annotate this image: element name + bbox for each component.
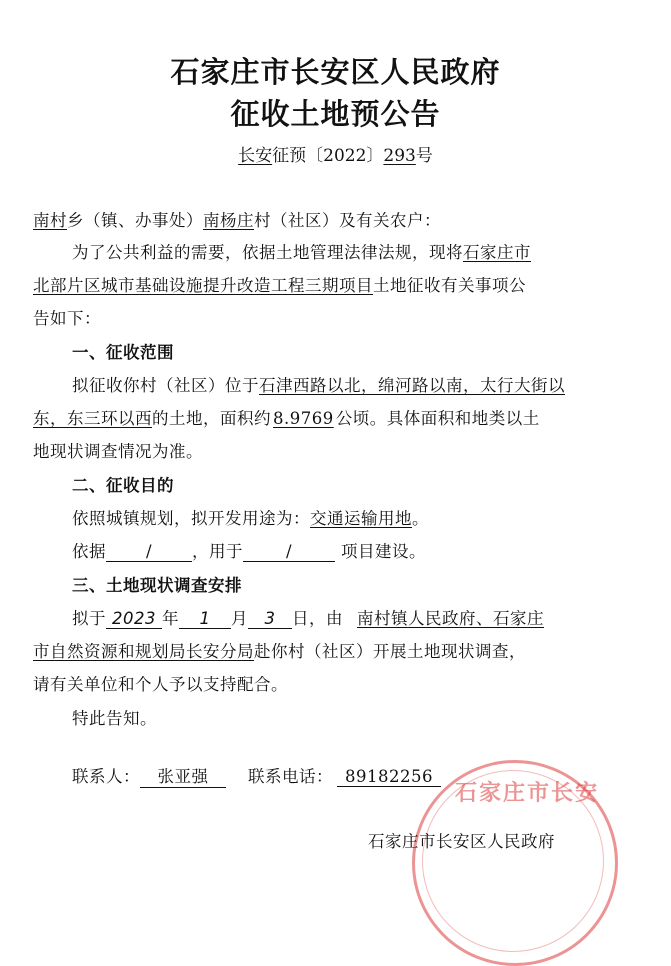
- intro-project: 北部片区城市基础设施提升改造工程三期项目: [33, 276, 373, 295]
- village: 南杨庄: [203, 211, 254, 230]
- s3-text-1a: 拟于: [72, 609, 106, 628]
- section3-line-1: [72, 605, 544, 629]
- s2-text-2b: ，用于: [192, 542, 243, 561]
- section1-line-1: [72, 372, 565, 396]
- contact-person-label: 联系人：: [72, 767, 140, 786]
- s3-org-2: 市自然资源和规划局长安分局: [33, 642, 254, 661]
- section2-line-2: [72, 538, 426, 562]
- closing-text: 特此告知。: [72, 709, 157, 728]
- contact-phone: 89182256: [337, 767, 441, 787]
- s2-text-1a: 依照城镇规划，拟开发用途为：: [72, 509, 310, 528]
- doc-mid: 征预〔2022〕: [272, 146, 384, 166]
- section3-line-2: [33, 638, 526, 662]
- doc-num: 293: [383, 146, 416, 166]
- intro-line-3: 告如下：: [33, 309, 101, 328]
- intro-line-1: [72, 239, 531, 263]
- section2-line-1: [72, 505, 429, 529]
- page-title: 石家庄市长安区人民政府: [170, 55, 501, 89]
- s2-text-2a: 依据: [72, 542, 106, 561]
- section1-line-3: 地现状调查情况为准。: [33, 442, 203, 461]
- s2-usage: /: [243, 542, 335, 562]
- s3-month: 1: [179, 609, 231, 629]
- s3-month-unit: 月: [231, 609, 248, 628]
- document-number: [0, 141, 671, 166]
- intro-line-2: [33, 272, 526, 296]
- township-suffix: 乡（镇、办事处）: [67, 211, 203, 230]
- address-line: [33, 207, 441, 231]
- section3-line-3: 请有关单位和个人予以支持配合。: [33, 675, 288, 694]
- s1-area: 8.9769: [273, 409, 334, 428]
- s2-text-2c: 项目建设。: [341, 542, 426, 561]
- intro-text-1a: 为了公共利益的需要，依据土地管理法律法规，现将: [72, 243, 463, 262]
- township: 南村: [33, 211, 67, 230]
- section3-heading: 三、土地现状调查安排: [72, 576, 242, 595]
- s3-day: 3: [248, 609, 292, 629]
- seal-text: 石家庄市长安: [455, 781, 600, 806]
- s2-basis: /: [106, 542, 192, 562]
- section2-heading: 二、征收目的: [72, 476, 174, 495]
- s1-location-2: 东，东三环以西: [33, 409, 152, 428]
- s3-year-unit: 年: [162, 609, 179, 628]
- section1-heading: 一、征收范围: [72, 343, 174, 362]
- village-suffix: 村（社区）及有关农户：: [254, 211, 441, 230]
- intro-text-2b: 土地征收有关事项公: [373, 276, 526, 295]
- s3-org-1: 南村镇人民政府、石家庄: [357, 609, 544, 628]
- s1-text-1a: 拟征收你村（社区）位于: [72, 376, 259, 395]
- s2-text-1b: 。: [412, 509, 429, 528]
- s1-location-1: 石津西路以北，绵河路以南，太行大街以: [259, 376, 565, 395]
- page-subtitle: 征收土地预公告: [230, 97, 441, 131]
- section1-line-2: [33, 405, 540, 429]
- contact-person: 张亚强: [140, 763, 226, 788]
- s3-year: 2023: [106, 609, 162, 629]
- s3-day-unit: 日，由: [292, 609, 343, 628]
- s3-text-2b: 赴你村（社区）开展土地现状调查，: [254, 642, 526, 661]
- s1-text-2c: 公顷。具体面积和地类以土: [335, 409, 540, 428]
- contact-phone-label: 联系电话：: [248, 767, 333, 786]
- intro-text-1b: 石家庄市: [463, 243, 531, 262]
- doc-prefix: 长安: [238, 146, 273, 166]
- s1-text-2b: 的土地，面积约: [152, 409, 271, 428]
- doc-suffix: 号: [415, 146, 433, 166]
- signature: 石家庄市长安区人民政府: [368, 832, 555, 851]
- contact-line: [72, 763, 441, 788]
- s2-purpose: 交通运输用地: [310, 509, 412, 528]
